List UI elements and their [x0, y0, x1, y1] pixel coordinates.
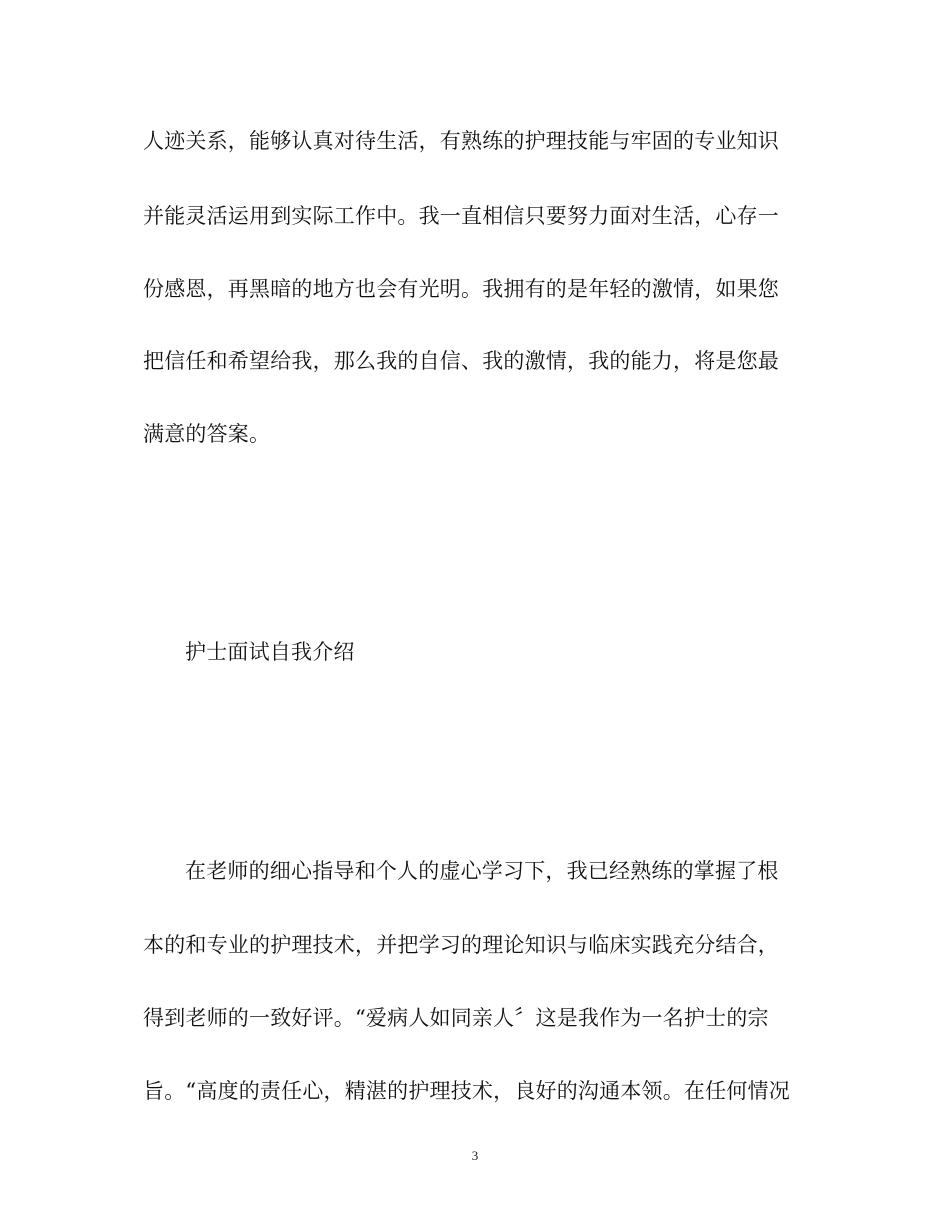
paragraph-1-line-1: 人迹关系，能够认真对待生活，有熟练的护理技能与牢固的专业知识 — [143, 129, 779, 153]
section-heading: 护士面试自我介绍 — [185, 640, 355, 664]
paragraph-2-line-2: 本的和专业的护理技术，并把学习的理论知识与临床实践充分结合， — [143, 933, 779, 957]
paragraph-2-line-3: 得到老师的一致好评。“爱病人如同亲人〞这是我作为一名护士的宗 — [143, 1006, 769, 1030]
paragraph-2-line-1: 在老师的细心指导和个人的虚心学习下，我已经熟练的掌握了根 — [185, 859, 779, 883]
paragraph-1-line-5: 满意的答案。 — [143, 422, 271, 446]
paragraph-1-line-3: 份感恩，再黑暗的地方也会有光明。我拥有的是年轻的激情，如果您 — [143, 277, 779, 301]
paragraph-1-line-2: 并能灵活运用到实际工作中。我一直相信只要努力面对生活，心存一 — [143, 204, 779, 228]
page-number: 3 — [471, 1148, 479, 1163]
paragraph-2-line-4: 旨。“高度的责任心，精湛的护理技术，良好的沟通本领。在任何情况 — [143, 1079, 790, 1103]
paragraph-1-line-4: 把信任和希望给我，那么我的自信、我的激情，我的能力，将是您最 — [143, 349, 779, 373]
